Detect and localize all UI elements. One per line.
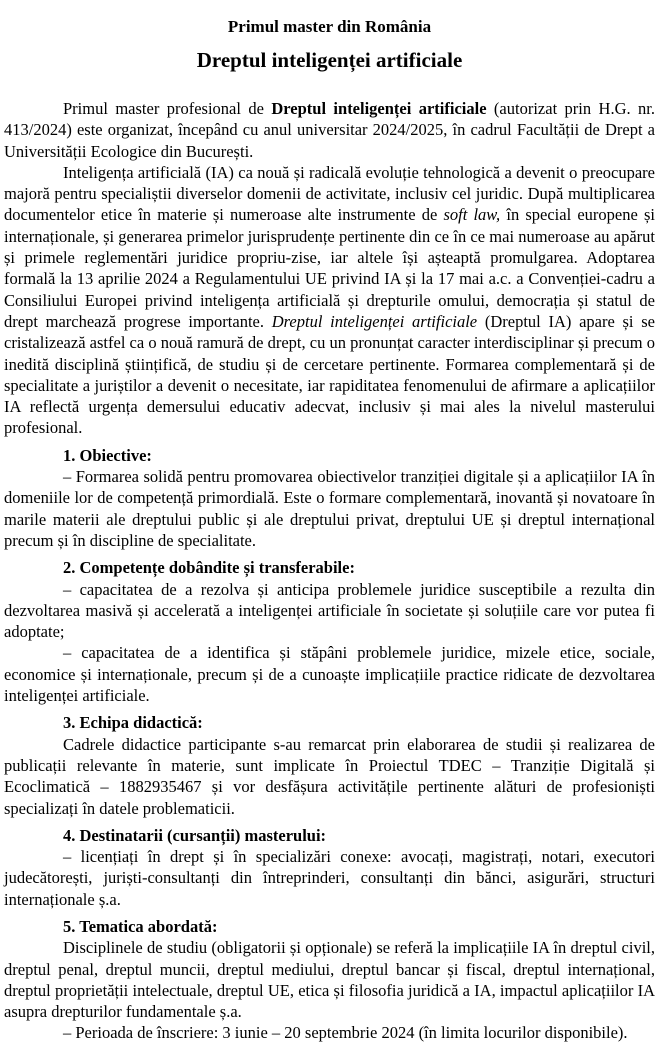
intro-p2-run-normal: Inteligența artificială (IA) ca nouă și radicală evoluție tehnologică a devenit o preocupare majoră pentru specialiștii diverselor domenii de activitate, inclusiv cel juridic. După multiplicarea documentelor etice în materie și numeroase alte instrumente de <box>4 162 655 225</box>
intro-p1-run-normal: Primul master profesional de <box>63 99 272 118</box>
document-kicker: Primul master din România <box>227 17 432 36</box>
intro-p2-run-italic: soft law, <box>443 205 501 225</box>
section-topics-paragraph: Disciplinele de studiu (obligatorii și opționale) se referă la implicațiile IA în dreptul civil, dreptul penal, dreptul muncii, dreptul mediului, dreptul bancar și fiscal, dreptul internațional, dreptul proprietății intelectuale, dreptul UE, etica și filosofia juridică a IA, impactul aplicațiilor IA asupra drepturilor fundamentale ș.a. <box>4 938 655 1022</box>
section-objectives-paragraph: – Formarea solidă pentru promovarea obiectivelor tranziției digitale și a aplicațiilor IA în domeniile lor de competență primordială. Este o formare complementară, inovantă și novatoare în marile materii ale dreptului public și ale dreptului privat, dreptului UE și dreptul internațional precum și în discipline de specialitate. <box>4 467 655 550</box>
intro-paragraph-2 <box>4 162 655 439</box>
section-heading-competencies: 2. Competențe dobândite și transferabile: <box>63 558 355 578</box>
section-heading-teaching-team: 3. Echipa didactică: <box>63 713 203 733</box>
section-heading-objectives: 1. Obiective: <box>63 445 152 465</box>
section-teaching-team-paragraph: Cadrele didactice participante s-au remarcat prin elaborarea de studii și realizarea de publicații relevante în materie, sunt implicate în Proiectul TDEC – Tranziție Digitală și Ecoclimatică – 1882935467 și vor desfășura activitățile pertinente alături de profesioniști specializați în datele problematicii. <box>4 734 655 818</box>
intro-p2-run-italic: Dreptul inteligenței artificiale <box>271 311 478 331</box>
document-title: Dreptul inteligenței artificiale <box>196 48 463 72</box>
intro-p1-run-bold: Dreptul inteligenței artificiale <box>271 99 487 118</box>
intro-p2-run-normal: în special europene și internaționale, și generarea primelor jurisprudențe pertinente din ce în ce mai numeroase au apărut și primele reglementări juridice propriu-zise, iar altele își așteaptă promulgarea. Adoptarea formală la 13 aprilie 2024 a Regulamentului UE privind IA și la 17 mai a.c. a Convenției-cadru a Consiliului Europei privind inteligența artificială și drepturile omului, democrația și statul de drept marchează progrese importante. <box>4 205 655 331</box>
intro-p1-run-normal: (autorizat prin H.G. nr. 413/2024) este organizat, începând cu anul universitar 2024/2025, în cadrul Facultății de Drept a Universității Ecologice din București. <box>4 99 655 161</box>
section-topics-enrollment-period: – Perioada de înscriere: 3 iunie – 20 septembrie 2024 (în limita locurilor disponibile). <box>63 1023 628 1043</box>
section-competencies-item-1: – capacitatea de a rezolva și anticipa problemele juridice susceptibile a rezulta din dezvoltarea masivă și accelerată a inteligenței artificiale în societate și soluțiile care vor putea fi adoptate; <box>4 579 655 642</box>
intro-p2-run-normal: (Dreptul IA) apare și se cristalizează astfel ca o nouă ramură de drept, cu un pronunțat caracter interdisciplinar și precum o inedită disciplină științifică, de studiu și de cercetare pertinente. Formarea complementară și de specialitate a juriștilor a devenit o necesitate, iar rapiditatea fenomenului de afirmare a aplicațiilor IA reflectă urgența demersului educativ adecvat, inclusiv și mai ales la nivelul masterului profesional. <box>4 311 655 438</box>
section-recipients-paragraph: – licențiați în drept și în specializări conexe: avocați, magistrați, notari, executori judecătorești, juriști-consultanți din întreprinderi, consultanți din bănci, asigurări, structuri internaționale ș.a. <box>4 847 655 909</box>
intro-paragraph-1 <box>4 98 655 162</box>
section-heading-recipients: 4. Destinatarii (cursanții) masterului: <box>63 825 327 845</box>
section-heading-topics: 5. Tematica abordată: <box>63 916 218 936</box>
section-competencies-item-2: – capacitatea de a identifica și stăpâni problemele juridice, mizele etice, sociale, economice și internaționale, precum și de a cunoaște implicațiile practice ridicate de dezvoltarea inteligenței artificiale. <box>4 643 655 706</box>
